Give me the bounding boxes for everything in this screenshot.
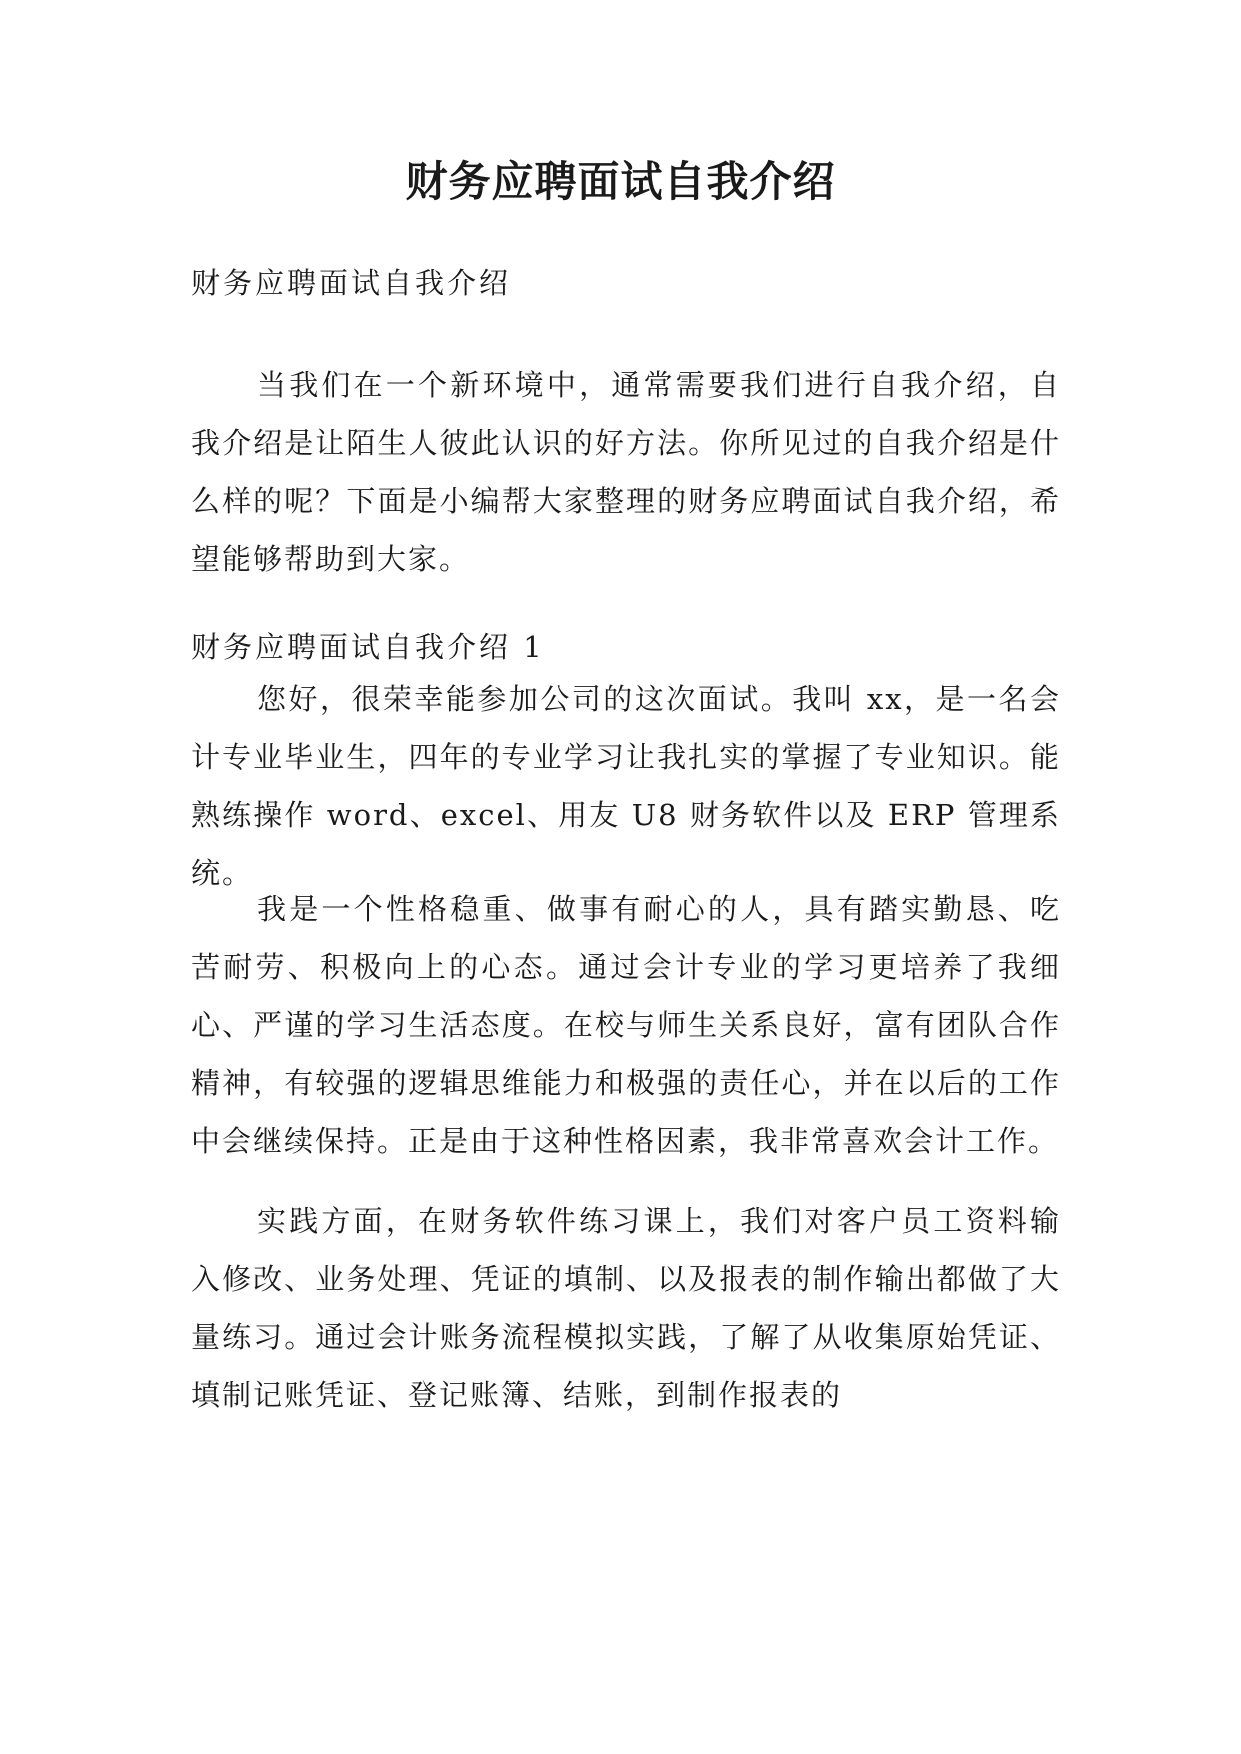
document-title: 财务应聘面试自我介绍 bbox=[405, 157, 836, 206]
intro-paragraph: 当我们在一个新环境中，通常需要我们进行自我介绍，自我介绍是让陌生人彼此认识的好方法。你所见过的自我介绍是什么样的呢？下面是小编帮大家整理的财务应聘面试自我介绍，希望能够帮助到大家。 bbox=[191, 368, 1061, 576]
section-heading-1: 财务应聘面试自我介绍 1 bbox=[191, 630, 545, 664]
body-paragraph-1: 您好，很荣幸能参加公司的这次面试。我叫 xx，是一名会计专业毕业生，四年的专业学习让我扎实的掌握了专业知识。能熟练操作 word、excel、用友 U8 财务软件以及 ERP 管理系统。 bbox=[191, 682, 1061, 890]
body-paragraph-2: 我是一个性格稳重、做事有耐心的人，具有踏实勤恳、吃苦耐劳、积极向上的心态。通过会计专业的学习更培养了我细心、严谨的学习生活态度。在校与师生关系良好，富有团队合作精神，有较强的逻辑思维能力和极强的责任心，并在以后的工作中会继续保持。正是由于这种性格因素，我非常喜欢会计工作。 bbox=[191, 892, 1061, 1158]
subtitle-heading: 财务应聘面试自我介绍 bbox=[191, 266, 512, 300]
body-paragraph-3: 实践方面，在财务软件练习课上，我们对客户员工资料输入修改、业务处理、凭证的填制、以及报表的制作输出都做了大量练习。通过会计账务流程模拟实践，了解了从收集原始凭证、填制记账凭证、登记账簿、结账，到制作报表的 bbox=[191, 1204, 1061, 1412]
